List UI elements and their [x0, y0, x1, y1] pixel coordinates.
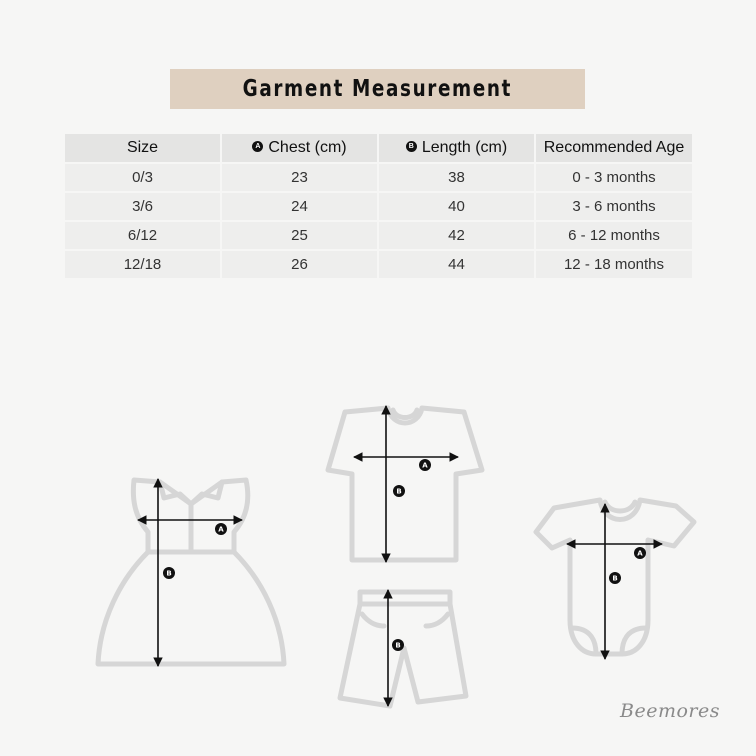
shorts-left-pocket — [362, 614, 384, 626]
cell-length: 40 — [379, 193, 534, 222]
bodysuit-chest-badge-label: A — [637, 549, 643, 558]
tshirt-length-badge-label: B — [396, 487, 402, 496]
shorts-right-pocket — [426, 614, 448, 626]
bodysuit-diagram — [536, 500, 694, 659]
cell-age: 6 - 12 months — [536, 222, 692, 251]
length-marker-badge: B — [406, 141, 417, 152]
cell-age: 3 - 6 months — [536, 193, 692, 222]
header-size: Size — [65, 134, 220, 164]
shorts-outline — [340, 592, 466, 706]
chest-marker-badge: A — [252, 141, 263, 152]
bodysuit-length-badge-label: B — [612, 574, 618, 583]
shorts-length-badge-label: B — [395, 641, 401, 650]
page-title: Garment Measurement — [242, 76, 513, 102]
dress-collar — [160, 482, 222, 504]
dress-diagram — [98, 479, 284, 666]
tshirt-neckline — [393, 410, 417, 418]
dress-chest-badge-label: A — [218, 525, 224, 534]
tshirt-chest-badge-label: A — [422, 461, 428, 470]
shorts-diagram — [340, 590, 466, 706]
dress-length-badge-label: B — [166, 569, 172, 578]
brand-signature: Beemores — [620, 700, 720, 722]
cell-size: 0/3 — [65, 164, 220, 193]
cell-size: 3/6 — [65, 193, 220, 222]
cell-chest: 23 — [222, 164, 377, 193]
cell-chest: 26 — [222, 251, 377, 280]
header-length-label: Length (cm) — [421, 139, 508, 156]
bodysuit-neckline — [605, 502, 635, 511]
cell-chest: 25 — [222, 222, 377, 251]
tshirt-diagram — [328, 406, 482, 562]
cell-length: 38 — [379, 164, 534, 193]
cell-size: 6/12 — [65, 222, 220, 251]
header-age: Recommended Age — [536, 134, 692, 164]
tshirt-outline — [328, 408, 482, 560]
cell-length: 42 — [379, 222, 534, 251]
header-chest-label: Chest (cm) — [268, 139, 347, 156]
cell-age: 0 - 3 months — [536, 164, 692, 193]
cell-age: 12 - 18 months — [536, 251, 692, 280]
cell-size: 12/18 — [65, 251, 220, 280]
cell-length: 44 — [379, 251, 534, 280]
cell-chest: 24 — [222, 193, 377, 222]
